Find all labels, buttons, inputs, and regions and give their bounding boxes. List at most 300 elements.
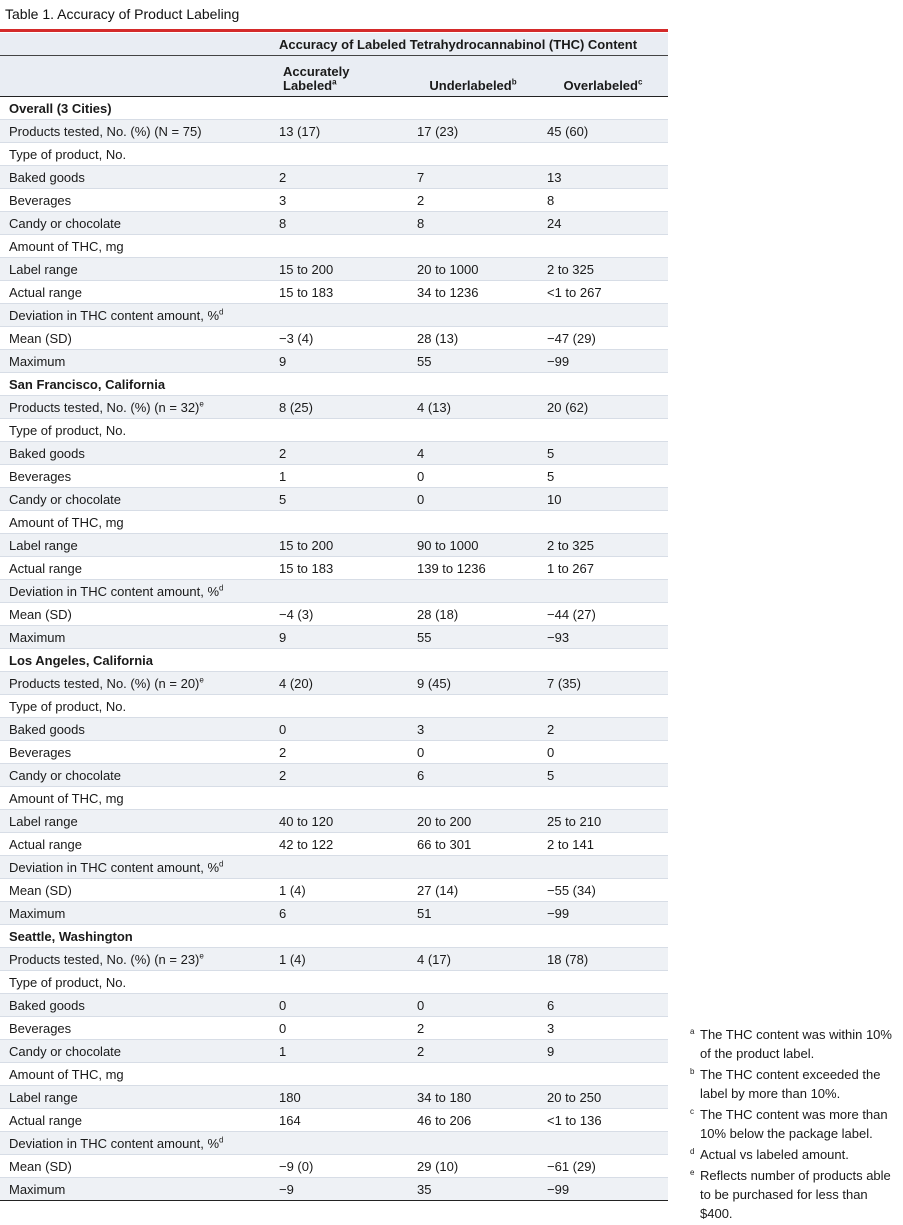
table-cell bbox=[538, 971, 668, 994]
table-cell bbox=[270, 1132, 408, 1155]
row-label bbox=[0, 166, 270, 189]
footnote-mark: b bbox=[690, 1067, 695, 1076]
footnote bbox=[690, 1105, 900, 1143]
table-cell: −99 bbox=[538, 1178, 668, 1201]
header-corner bbox=[0, 33, 270, 56]
row-label-text: Deviation in THC content amount, % bbox=[9, 859, 220, 875]
table-cell: 34 to 1236 bbox=[408, 281, 538, 304]
row-label-text: Label range bbox=[9, 813, 78, 829]
labeling-accuracy-table bbox=[0, 33, 668, 1201]
table-cell: 15 to 200 bbox=[270, 258, 408, 281]
table-cell: 28 (13) bbox=[408, 327, 538, 350]
table-cell: −55 (34) bbox=[538, 879, 668, 902]
table-cell: 2 bbox=[408, 1017, 538, 1040]
row-label-text: Beverages bbox=[9, 744, 72, 760]
table-row bbox=[0, 695, 668, 718]
footnote-text: The THC content was more than 10% below the package label. bbox=[700, 1107, 888, 1141]
row-label bbox=[0, 511, 270, 534]
table-row bbox=[0, 856, 668, 879]
table-row bbox=[0, 166, 668, 189]
row-label bbox=[0, 396, 270, 419]
table-cell: 1 bbox=[270, 1040, 408, 1063]
row-label-text: Maximum bbox=[9, 353, 66, 369]
row-label bbox=[0, 718, 270, 741]
row-label-text: Maximum bbox=[9, 629, 66, 645]
table-row bbox=[0, 879, 668, 902]
row-label bbox=[0, 580, 270, 603]
table-cell: 2 bbox=[270, 166, 408, 189]
row-label bbox=[0, 1063, 270, 1086]
footnote-marker: e bbox=[199, 951, 204, 961]
footnote bbox=[690, 1166, 900, 1223]
row-label bbox=[0, 143, 270, 166]
row-label-text: Maximum bbox=[9, 905, 66, 921]
table-cell: 8 (25) bbox=[270, 396, 408, 419]
table-cell: −47 (29) bbox=[538, 327, 668, 350]
table-cell: 2 to 325 bbox=[538, 534, 668, 557]
table-cell: 15 to 200 bbox=[270, 534, 408, 557]
table-row bbox=[0, 189, 668, 212]
table-cell bbox=[270, 580, 408, 603]
section-header-row bbox=[0, 97, 668, 120]
table-cell: 7 bbox=[408, 166, 538, 189]
table-row bbox=[0, 258, 668, 281]
table-cell: 17 (23) bbox=[408, 120, 538, 143]
row-label bbox=[0, 948, 270, 971]
table-row bbox=[0, 810, 668, 833]
table-cell bbox=[408, 1132, 538, 1155]
row-label-text: Candy or chocolate bbox=[9, 1043, 122, 1059]
table-cell: 6 bbox=[270, 902, 408, 925]
table-cell: 0 bbox=[408, 488, 538, 511]
row-label-text: Baked goods bbox=[9, 721, 85, 737]
row-label-text: Actual range bbox=[9, 836, 82, 852]
table-row bbox=[0, 580, 668, 603]
table-row bbox=[0, 603, 668, 626]
table-row bbox=[0, 1063, 668, 1086]
row-label-text: Type of product, No. bbox=[9, 974, 127, 990]
row-label-text: Label range bbox=[9, 261, 78, 277]
footnote bbox=[690, 1025, 900, 1063]
table-cell bbox=[408, 580, 538, 603]
table-row bbox=[0, 281, 668, 304]
table-cell: 2 bbox=[538, 718, 668, 741]
table-row bbox=[0, 672, 668, 695]
table-row bbox=[0, 465, 668, 488]
row-label bbox=[0, 1155, 270, 1178]
row-label bbox=[0, 672, 270, 695]
column-header-label: Underlabeled bbox=[429, 78, 512, 93]
table-cell: −99 bbox=[538, 350, 668, 373]
table-cell bbox=[538, 235, 668, 258]
table-row bbox=[0, 902, 668, 925]
table-cell: 4 (13) bbox=[408, 396, 538, 419]
table-row bbox=[0, 304, 668, 327]
row-label-text: Beverages bbox=[9, 468, 72, 484]
row-label-text: Candy or chocolate bbox=[9, 491, 122, 507]
table-row bbox=[0, 764, 668, 787]
table-cell: 35 bbox=[408, 1178, 538, 1201]
table-cell: −93 bbox=[538, 626, 668, 649]
table-cell: 0 bbox=[538, 741, 668, 764]
row-label-text: Beverages bbox=[9, 1020, 72, 1036]
row-label-text: Actual range bbox=[9, 284, 82, 300]
table-cell: 2 to 141 bbox=[538, 833, 668, 856]
row-label bbox=[0, 235, 270, 258]
table-cell: 10 bbox=[538, 488, 668, 511]
row-label-text: Baked goods bbox=[9, 445, 85, 461]
footnote bbox=[690, 1065, 900, 1103]
table-cell bbox=[538, 1063, 668, 1086]
table-cell bbox=[408, 235, 538, 258]
table-row bbox=[0, 488, 668, 511]
column-header-overlabeled bbox=[538, 56, 668, 97]
table-cell: 2 bbox=[408, 189, 538, 212]
table-cell: 0 bbox=[270, 994, 408, 1017]
table-cell: 8 bbox=[270, 212, 408, 235]
table-cell: −9 (0) bbox=[270, 1155, 408, 1178]
table-cell: 5 bbox=[270, 488, 408, 511]
footnote-text: The THC content was within 10% of the product label. bbox=[700, 1027, 892, 1061]
table-cell: 34 to 180 bbox=[408, 1086, 538, 1109]
table-cell: 28 (18) bbox=[408, 603, 538, 626]
row-label bbox=[0, 856, 270, 879]
table-cell bbox=[408, 971, 538, 994]
table-cell: 15 to 183 bbox=[270, 281, 408, 304]
column-header-underlabeled bbox=[408, 56, 538, 97]
table-row bbox=[0, 1155, 668, 1178]
table-cell bbox=[270, 695, 408, 718]
table-row bbox=[0, 626, 668, 649]
row-label bbox=[0, 327, 270, 350]
row-label bbox=[0, 994, 270, 1017]
footnote-text: Reflects number of products able to be purchased for less than $400. bbox=[700, 1168, 891, 1221]
footnote-mark: d bbox=[690, 1147, 695, 1156]
row-label bbox=[0, 810, 270, 833]
footnote-marker: c bbox=[637, 77, 643, 87]
table-row bbox=[0, 235, 668, 258]
table-cell: 13 bbox=[538, 166, 668, 189]
table-cell: 0 bbox=[408, 994, 538, 1017]
section-title: San Francisco, California bbox=[0, 373, 668, 396]
row-label-text: Amount of THC, mg bbox=[9, 790, 124, 806]
table-cell: −44 (27) bbox=[538, 603, 668, 626]
table-row bbox=[0, 718, 668, 741]
table-row bbox=[0, 511, 668, 534]
section-header-row bbox=[0, 649, 668, 672]
table-row bbox=[0, 327, 668, 350]
row-label-text: Label range bbox=[9, 1089, 78, 1105]
table-cell bbox=[408, 304, 538, 327]
row-label-text: Type of product, No. bbox=[9, 422, 127, 438]
table-cell: −3 (4) bbox=[270, 327, 408, 350]
footnote-mark: a bbox=[690, 1027, 695, 1036]
table-cell: 9 bbox=[538, 1040, 668, 1063]
table-cell: 46 to 206 bbox=[408, 1109, 538, 1132]
row-label-text: Mean (SD) bbox=[9, 606, 72, 622]
footnote-marker: e bbox=[199, 675, 204, 685]
table-cell: 0 bbox=[408, 465, 538, 488]
table-cell bbox=[270, 304, 408, 327]
table-cell: 7 (35) bbox=[538, 672, 668, 695]
row-label bbox=[0, 626, 270, 649]
table-cell: 2 bbox=[408, 1040, 538, 1063]
section-header-row bbox=[0, 373, 668, 396]
table-cell bbox=[538, 856, 668, 879]
row-label-text: Candy or chocolate bbox=[9, 215, 122, 231]
row-label bbox=[0, 971, 270, 994]
table-cell: 180 bbox=[270, 1086, 408, 1109]
table-cell: 4 (20) bbox=[270, 672, 408, 695]
row-label bbox=[0, 189, 270, 212]
row-label bbox=[0, 120, 270, 143]
footnote-marker: d bbox=[219, 1135, 224, 1145]
table-row bbox=[0, 419, 668, 442]
table-cell bbox=[408, 419, 538, 442]
table-row bbox=[0, 971, 668, 994]
table-cell bbox=[538, 787, 668, 810]
row-label bbox=[0, 281, 270, 304]
row-label bbox=[0, 787, 270, 810]
table-cell bbox=[408, 1063, 538, 1086]
row-label bbox=[0, 488, 270, 511]
table-row bbox=[0, 143, 668, 166]
table-cell: 4 bbox=[408, 442, 538, 465]
row-label-text: Actual range bbox=[9, 560, 82, 576]
table-row bbox=[0, 1017, 668, 1040]
table-cell: 1 to 267 bbox=[538, 557, 668, 580]
row-label-text: Products tested, No. (%) (n = 32) bbox=[9, 399, 200, 415]
table-cell: −99 bbox=[538, 902, 668, 925]
title-accent-rule bbox=[0, 29, 668, 32]
row-label bbox=[0, 603, 270, 626]
table-cell: 9 bbox=[270, 350, 408, 373]
row-label bbox=[0, 534, 270, 557]
row-label-text: Baked goods bbox=[9, 997, 85, 1013]
table-cell: 164 bbox=[270, 1109, 408, 1132]
table-cell bbox=[538, 143, 668, 166]
row-label-text: Baked goods bbox=[9, 169, 85, 185]
table-cell: 18 (78) bbox=[538, 948, 668, 971]
table-cell: 55 bbox=[408, 626, 538, 649]
table-cell bbox=[538, 1132, 668, 1155]
row-label-text: Amount of THC, mg bbox=[9, 238, 124, 254]
row-label bbox=[0, 304, 270, 327]
section-title: Los Angeles, California bbox=[0, 649, 668, 672]
table-cell bbox=[270, 856, 408, 879]
row-label-text: Label range bbox=[9, 537, 78, 553]
table-cell: −4 (3) bbox=[270, 603, 408, 626]
table-cell: −9 bbox=[270, 1178, 408, 1201]
table-cell: 3 bbox=[408, 718, 538, 741]
table-cell bbox=[270, 1063, 408, 1086]
table-row bbox=[0, 833, 668, 856]
table-cell: 8 bbox=[538, 189, 668, 212]
row-label-text: Type of product, No. bbox=[9, 146, 127, 162]
table-row bbox=[0, 1086, 668, 1109]
table-row bbox=[0, 787, 668, 810]
row-label bbox=[0, 695, 270, 718]
table-cell: 4 (17) bbox=[408, 948, 538, 971]
row-label-text: Actual range bbox=[9, 1112, 82, 1128]
footnote-marker: d bbox=[219, 307, 224, 317]
row-label bbox=[0, 557, 270, 580]
table-cell bbox=[408, 143, 538, 166]
row-label bbox=[0, 1017, 270, 1040]
section-header-row bbox=[0, 925, 668, 948]
table-cell: 0 bbox=[408, 741, 538, 764]
table-row bbox=[0, 1178, 668, 1201]
table-cell bbox=[270, 419, 408, 442]
table-cell: 42 to 122 bbox=[270, 833, 408, 856]
row-label-text: Candy or chocolate bbox=[9, 767, 122, 783]
table-cell: 2 bbox=[270, 764, 408, 787]
table-cell: 2 bbox=[270, 442, 408, 465]
table-cell: 3 bbox=[270, 189, 408, 212]
table-cell bbox=[538, 419, 668, 442]
row-label bbox=[0, 1109, 270, 1132]
table-row bbox=[0, 350, 668, 373]
table-cell: 5 bbox=[538, 442, 668, 465]
section-title: Overall (3 Cities) bbox=[0, 97, 668, 120]
table-row bbox=[0, 741, 668, 764]
table-cell: 9 bbox=[270, 626, 408, 649]
row-label bbox=[0, 833, 270, 856]
row-label bbox=[0, 258, 270, 281]
row-label bbox=[0, 465, 270, 488]
footnotes bbox=[690, 1025, 900, 1225]
column-header-line2: Labeled bbox=[283, 78, 333, 93]
table-cell: 24 bbox=[538, 212, 668, 235]
footnote bbox=[690, 1145, 900, 1164]
footnote-text: Actual vs labeled amount. bbox=[700, 1147, 849, 1162]
table-row bbox=[0, 1109, 668, 1132]
table-cell: 20 to 1000 bbox=[408, 258, 538, 281]
row-label-text: Amount of THC, mg bbox=[9, 1066, 124, 1082]
table-cell: 55 bbox=[408, 350, 538, 373]
table-cell: 0 bbox=[270, 1017, 408, 1040]
table-cell: 20 (62) bbox=[538, 396, 668, 419]
table-row bbox=[0, 534, 668, 557]
table-row bbox=[0, 557, 668, 580]
table-cell: 27 (14) bbox=[408, 879, 538, 902]
row-label-text: Deviation in THC content amount, % bbox=[9, 1135, 220, 1151]
table-cell bbox=[270, 235, 408, 258]
footnote-mark: c bbox=[690, 1107, 694, 1116]
table-cell: 15 to 183 bbox=[270, 557, 408, 580]
row-label-text: Maximum bbox=[9, 1181, 66, 1197]
row-label-text: Deviation in THC content amount, % bbox=[9, 307, 220, 323]
column-header-line1: Accurately bbox=[283, 64, 350, 79]
row-label-text: Products tested, No. (%) (n = 23) bbox=[9, 951, 200, 967]
footnote-marker: d bbox=[219, 859, 224, 869]
table-cell: 0 bbox=[270, 718, 408, 741]
table-cell: 5 bbox=[538, 764, 668, 787]
row-label bbox=[0, 902, 270, 925]
table-cell bbox=[270, 971, 408, 994]
row-label bbox=[0, 1040, 270, 1063]
table-body bbox=[0, 97, 668, 1201]
table-cell: 20 to 250 bbox=[538, 1086, 668, 1109]
row-label-text: Mean (SD) bbox=[9, 330, 72, 346]
table-row bbox=[0, 212, 668, 235]
table-cell: 3 bbox=[538, 1017, 668, 1040]
row-label-text: Mean (SD) bbox=[9, 1158, 72, 1174]
table-cell: 6 bbox=[538, 994, 668, 1017]
table-cell: 66 to 301 bbox=[408, 833, 538, 856]
row-label bbox=[0, 442, 270, 465]
table-cell: <1 to 136 bbox=[538, 1109, 668, 1132]
table-cell: 51 bbox=[408, 902, 538, 925]
table-cell bbox=[538, 304, 668, 327]
column-header-accurately-labeled bbox=[270, 56, 408, 97]
column-group-header: Accuracy of Labeled Tetrahydrocannabinol (THC) Content bbox=[270, 33, 668, 56]
table-cell: 25 to 210 bbox=[538, 810, 668, 833]
table-cell: <1 to 267 bbox=[538, 281, 668, 304]
table-cell bbox=[408, 787, 538, 810]
row-label-text: Type of product, No. bbox=[9, 698, 127, 714]
table-cell bbox=[408, 695, 538, 718]
row-label-text: Amount of THC, mg bbox=[9, 514, 124, 530]
table-cell: 20 to 200 bbox=[408, 810, 538, 833]
table-cell: 9 (45) bbox=[408, 672, 538, 695]
row-label bbox=[0, 1178, 270, 1201]
section-title: Seattle, Washington bbox=[0, 925, 668, 948]
table-cell: 40 to 120 bbox=[270, 810, 408, 833]
row-label bbox=[0, 741, 270, 764]
table-cell: 2 to 325 bbox=[538, 258, 668, 281]
row-label bbox=[0, 350, 270, 373]
footnote-marker: d bbox=[219, 583, 224, 593]
row-label bbox=[0, 419, 270, 442]
table-cell bbox=[408, 856, 538, 879]
row-label bbox=[0, 1086, 270, 1109]
table-cell: 2 bbox=[270, 741, 408, 764]
table-cell: 90 to 1000 bbox=[408, 534, 538, 557]
table-cell bbox=[538, 695, 668, 718]
table-row bbox=[0, 948, 668, 971]
table-cell: 8 bbox=[408, 212, 538, 235]
table-cell: 29 (10) bbox=[408, 1155, 538, 1178]
table-row bbox=[0, 442, 668, 465]
table-cell: 1 (4) bbox=[270, 879, 408, 902]
table-row bbox=[0, 396, 668, 419]
table-title: Table 1. Accuracy of Product Labeling bbox=[5, 6, 240, 22]
table-cell: 139 to 1236 bbox=[408, 557, 538, 580]
footnote-marker: a bbox=[332, 77, 337, 87]
row-label-text: Products tested, No. (%) (N = 75) bbox=[9, 123, 202, 139]
row-label bbox=[0, 764, 270, 787]
table-cell: 13 (17) bbox=[270, 120, 408, 143]
table-cell: 1 (4) bbox=[270, 948, 408, 971]
footnote-marker: b bbox=[511, 77, 517, 87]
table-cell bbox=[538, 580, 668, 603]
row-label-text: Mean (SD) bbox=[9, 882, 72, 898]
footnote-marker: e bbox=[199, 399, 204, 409]
footnote-mark: e bbox=[690, 1168, 695, 1177]
table-row bbox=[0, 120, 668, 143]
table-row bbox=[0, 994, 668, 1017]
table-cell bbox=[408, 511, 538, 534]
header-corner-2 bbox=[0, 56, 270, 97]
row-label-text: Beverages bbox=[9, 192, 72, 208]
table-row bbox=[0, 1132, 668, 1155]
table-cell bbox=[538, 511, 668, 534]
footnote-text: The THC content exceeded the label by more than 10%. bbox=[700, 1067, 881, 1101]
table-cell bbox=[270, 511, 408, 534]
row-label-text: Deviation in THC content amount, % bbox=[9, 583, 220, 599]
row-label-text: Products tested, No. (%) (n = 20) bbox=[9, 675, 200, 691]
